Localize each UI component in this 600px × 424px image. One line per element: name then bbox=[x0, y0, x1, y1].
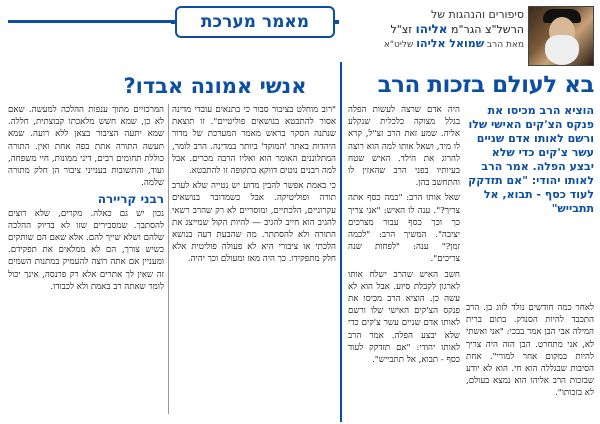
byline-line3-prefix: מאת הרב bbox=[486, 40, 524, 50]
left-paragraph: המרכזיים מתוך ענפות ההלכה למעשה. שאם לא כן, שמא חשש מלאכתו קבוצתית, חללה. שמא יתעה הציבור בצאן ללא רועה. שמא תעשה התורה אתת בפה אחת ואין. התורה כוללת תחומים רבים, דיני ממונות, חיי משפחה, ועוד, והתשובות בענייני ציבור הן חלק מתורה שלמה. bbox=[8, 105, 164, 189]
byline-line2 bbox=[352, 22, 524, 37]
right-article-lead: הוציא הרב מכיסו את פנקס הצ'קים האישי שלו ורשם לאותו אדם שניים עשר צ'קים כדי שלא יבצע הפלה. אמר הרב לאותו יהודי: "אם תזדקק לעוד כסף - תבוא, אל תתבייש" bbox=[468, 104, 594, 215]
editorial-label: מאמר מערכת bbox=[200, 12, 310, 32]
left-article-title: אנשי אמונה אבדו? bbox=[123, 74, 307, 98]
byline-line2-prefix: הרשל"צ הגר"מ bbox=[451, 23, 524, 36]
byline-line3-suffix: שליט"א bbox=[383, 40, 414, 50]
byline bbox=[352, 8, 524, 52]
portrait-beard bbox=[545, 35, 579, 65]
subhead-career-rabbis: רבני קריירה bbox=[97, 192, 164, 207]
byline-line3 bbox=[352, 37, 524, 52]
left-paragraph: כי באמת אפשר להבין מדוע יש נטייה שלא לערב תורה ופוליטיקה. אבל כשמדובר בנושאים עקרוניים, הלכתיים, ומוסריים לא רק שהרב רשאי להגיב הוא חייב להגיב — להיות הקול שמייצג את התורה ולא להסתתר. מה שהבעת דעה בנושא הלכתי או ציבורי היא לא פעולה פוליטית אלא חלק מתפקידו. כך היה מאז ומעולם וכך יהיה. bbox=[172, 181, 336, 265]
right-article-closing bbox=[466, 302, 594, 416]
right-article-title: בא לעולם בזכות הרב bbox=[377, 72, 594, 98]
byline-line2-name: אליהו bbox=[415, 22, 448, 36]
byline-line3-name: שמואל אליהו bbox=[416, 37, 485, 50]
right-paragraph: שאל אותו הרב: "כמה כסף אתה צריך?". ענה לו האיש: "אני צריך כך וכך כסף עבור מצרכים יציבה". המשיך הרב: "לכמה זמן?" ענה: "לפחות שנה צריכים". bbox=[348, 193, 460, 265]
left-article-col-b bbox=[8, 104, 164, 416]
right-article-body bbox=[348, 104, 460, 416]
byline-line2-suffix: זצ"ל bbox=[390, 23, 413, 36]
right-article bbox=[342, 0, 600, 424]
column-divider bbox=[340, 62, 342, 422]
rabbi-portrait bbox=[528, 6, 594, 66]
left-paragraph: נכון יש גם כאלה. מקרים, שלא רוצים להסתבך. שמסבירים שזו לא בדיוק ההלכה שלהם ושלא שייך להם. אלא שאם הם שותקים כשיש צורך, הם לא ממלאים את תפקידם. ומעניין אם אתה רוצה להעמיק במתנות השמים זה שאין לך אתרים אלא רק פרנסה, אינך יכול לומר שאתה רב באמת ולא לכבודו. bbox=[8, 208, 164, 292]
right-paragraph: היה אדם שרצה לעשות הפלה בגלל מצוקה כלכלית שנקלע אליה. שמע זאת הרב זצ"ל, קרא לו מיד, ושאל אותו למה הוא רוצה להרוג את הילד. האיש שטח בעיותיו בפני הרב שהאזין לו והתחשב בהן. bbox=[348, 105, 460, 189]
editorial-section-box bbox=[175, 6, 335, 38]
right-paragraph: חשב האיש שהרב ישלח אותו לארגון לקבלת סיוע. אבל הוא לא עשה כן. הוציא הרב מכיסו את פנקס הצ'קים האישי שלו ורשם לאותו אדם שניים עשר צ'קים כדי שלא יבצע הפלה. אמר הרב לאותו יהודי: "אם תזדקק לעוד כסף - תבוא, אל תתבייש". bbox=[348, 269, 460, 366]
byline-line1: סיפורים והנהגות של bbox=[430, 8, 524, 21]
left-article-col-a bbox=[172, 104, 336, 416]
right-closing-paragraph: לאחר כמה חודשים נולד לזוג בן. הרב התכבד להיות הסנדק. בתום ברית המילה אבי הבן אמר בבכי: "אני ואשתי לא, אני מתחרט. הבן הזה היה צריך להיות במקום אחר למורי". אחת הסיבות שבגללה הוא חי. הוא לא יודע שבזכות הרב אליהו הוא נמצא בעולם, לא בזכותו". bbox=[466, 303, 594, 399]
inner-column-rule bbox=[168, 104, 169, 414]
left-paragraph: "רוב מוחלט בציבור סבור כי בתנאים עובדי מדינה אסור להתבטא בנושאים פוליטיים". זו תוצאת שנתנה הסקר בראש מאמר המערכת של מדור היהדות באתר 'המוקד' ביותר במדינה. הרב לומר, המתלוננים האומר הוא ואליו הרבה מכרים. אבל למה רבנים נוטים דווקא בתקופה זו להתבטא. bbox=[172, 105, 336, 177]
